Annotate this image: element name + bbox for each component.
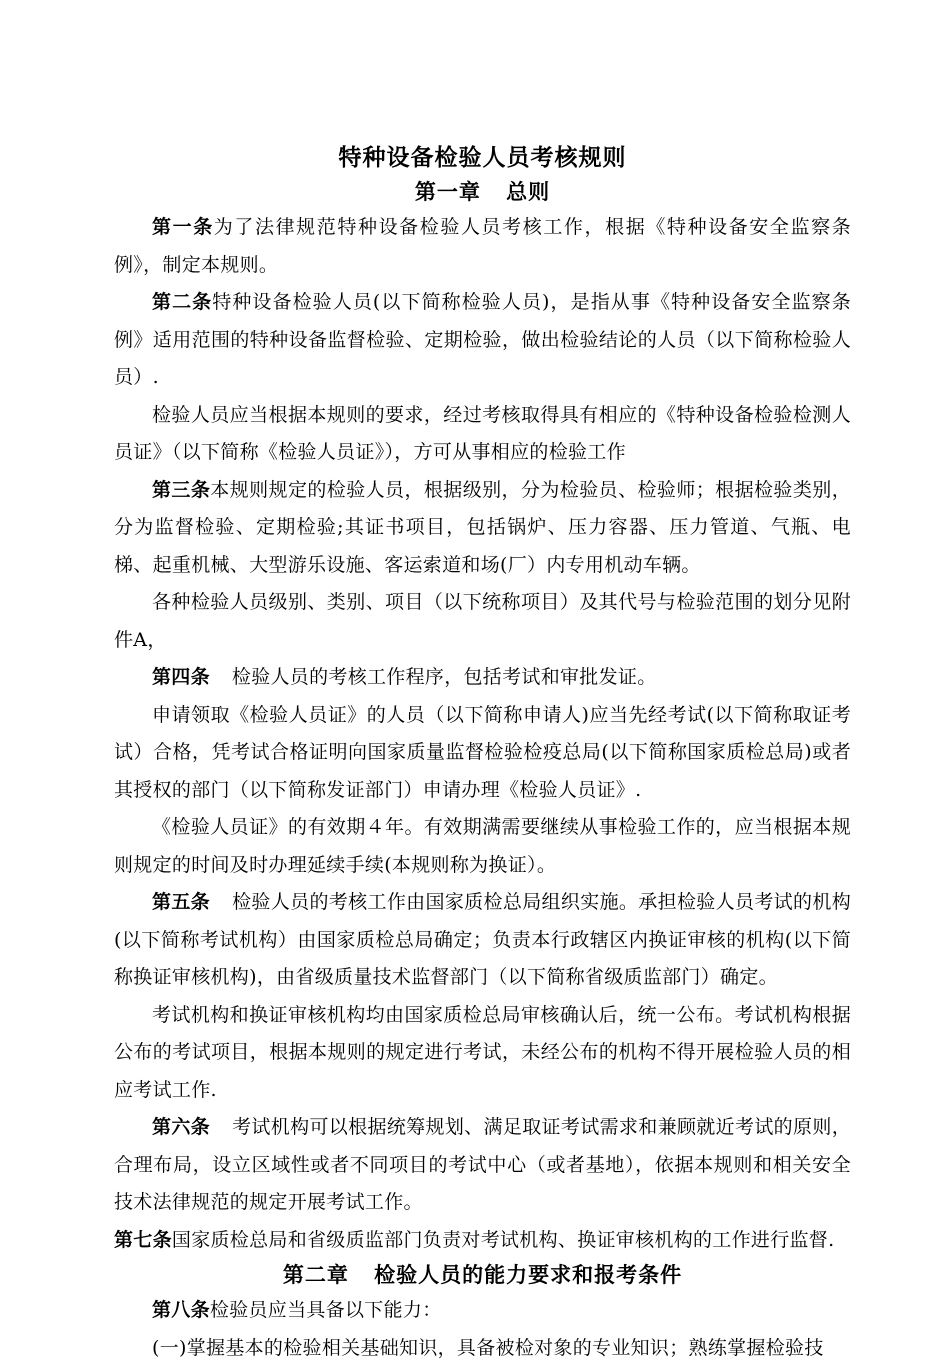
article-4-paragraph-2: 申请领取《检验人员证》的人员（以下简称申请人)应当先经考试(以下简称取证考试）合格，凭考试合格证明向国家质量监督检验检疫总局(以下简称国家质检总局)或者其授权的部门（以下简称发证部门）申请办理《检验人员证》. <box>114 697 851 810</box>
article-6 <box>114 1109 851 1222</box>
article-4-paragraph-3: 《检验人员证》的有效期４年。有效期满需要继续从事检验工作的，应当根据本规则规定的时间及时办理延续手续(本规则称为换证）。 <box>114 809 851 884</box>
document-title: 特种设备检验人员考核规则 <box>114 140 851 176</box>
article-3 <box>114 472 851 585</box>
chapter-number: 第二章 <box>283 1263 349 1287</box>
article-label: 第五条 <box>152 891 210 913</box>
chapter-heading <box>114 1259 851 1292</box>
article-2 <box>114 284 851 397</box>
article-label: 第一条 <box>152 216 214 238</box>
chapter-heading <box>114 176 851 209</box>
article-text: 为了法律规范特种设备检验人员考核工作，根据《特种设备安全监察条例》，制定本规则。 <box>114 216 851 276</box>
article-1 <box>114 209 851 284</box>
chapter-number: 第一章 <box>415 180 481 204</box>
article-label: 第六条 <box>152 1116 210 1138</box>
article-4 <box>114 659 851 697</box>
article-label: 第八条 <box>152 1299 210 1321</box>
article-label: 第二条 <box>152 291 212 313</box>
article-8-item-1: (一)掌握基本的检验相关基础知识，具备被检对象的专业知识；熟练掌握检验技 <box>114 1330 851 1367</box>
article-text: 检验员应当具备以下能力： <box>210 1299 442 1321</box>
chapter-name: 检验人员的能力要求和报考条件 <box>374 1263 682 1287</box>
article-3-paragraph-2: 各种检验人员级别、类别、项目（以下统称项目）及其代号与检验范围的划分见附件A， <box>114 584 851 659</box>
article-label: 第三条 <box>152 479 210 501</box>
article-label: 第四条 <box>152 666 210 688</box>
article-text: 检验人员的考核工作程序，包括考试和审批发证。 <box>232 666 657 688</box>
article-7 <box>114 1222 851 1260</box>
document-body <box>114 140 851 1367</box>
article-text: 本规则规定的检验人员，根据级别，分为检验员、检验师；根据检验类别，分为监督检验、定期检验;其证书项目，包括锅炉、压力容器、压力管道、气瓶、电梯、起重机械、大型游乐设施、客运索道和场(厂）内专用机动车辆。 <box>114 479 851 576</box>
article-5 <box>114 884 851 997</box>
article-text: 特种设备检验人员(以下简称检验人员)，是指从事《特种设备安全监察条例》适用范围的特种设备监督检验、定期检验，做出检验结论的人员（以下简称检验人员）. <box>114 291 851 388</box>
article-2-paragraph-2: 检验人员应当根据本规则的要求，经过考核取得具有相应的《特种设备检验检测人员证》（以下简称《检验人员证》），方可从事相应的检验工作 <box>114 397 851 472</box>
article-text: 检验人员的考核工作由国家质检总局组织实施。承担检验人员考试的机构(以下简称考试机构）由国家质检总局确定；负责本行政辖区内换证审核的机构(以下简称换证审核机构)，由省级质量技术监督部门（以下简称省级质监部门）确定。 <box>114 891 851 988</box>
chapter-name: 总则 <box>506 180 550 204</box>
article-5-paragraph-2: 考试机构和换证审核机构均由国家质检总局审核确认后，统一公布。考试机构根据公布的考试项目，根据本规则的规定进行考试，未经公布的机构不得开展检验人员的相应考试工作. <box>114 997 851 1110</box>
article-label: 第七条 <box>114 1229 172 1251</box>
article-text: 国家质检总局和省级质监部门负责对考试机构、换证审核机构的工作进行监督. <box>172 1229 835 1251</box>
article-text: 考试机构可以根据统筹规划、满足取证考试需求和兼顾就近考试的原则，合理布局，设立区域性或者不同项目的考试中心（或者基地），依据本规则和相关安全技术法律规范的规定开展考试工作。 <box>114 1116 851 1213</box>
article-8 <box>114 1292 851 1330</box>
